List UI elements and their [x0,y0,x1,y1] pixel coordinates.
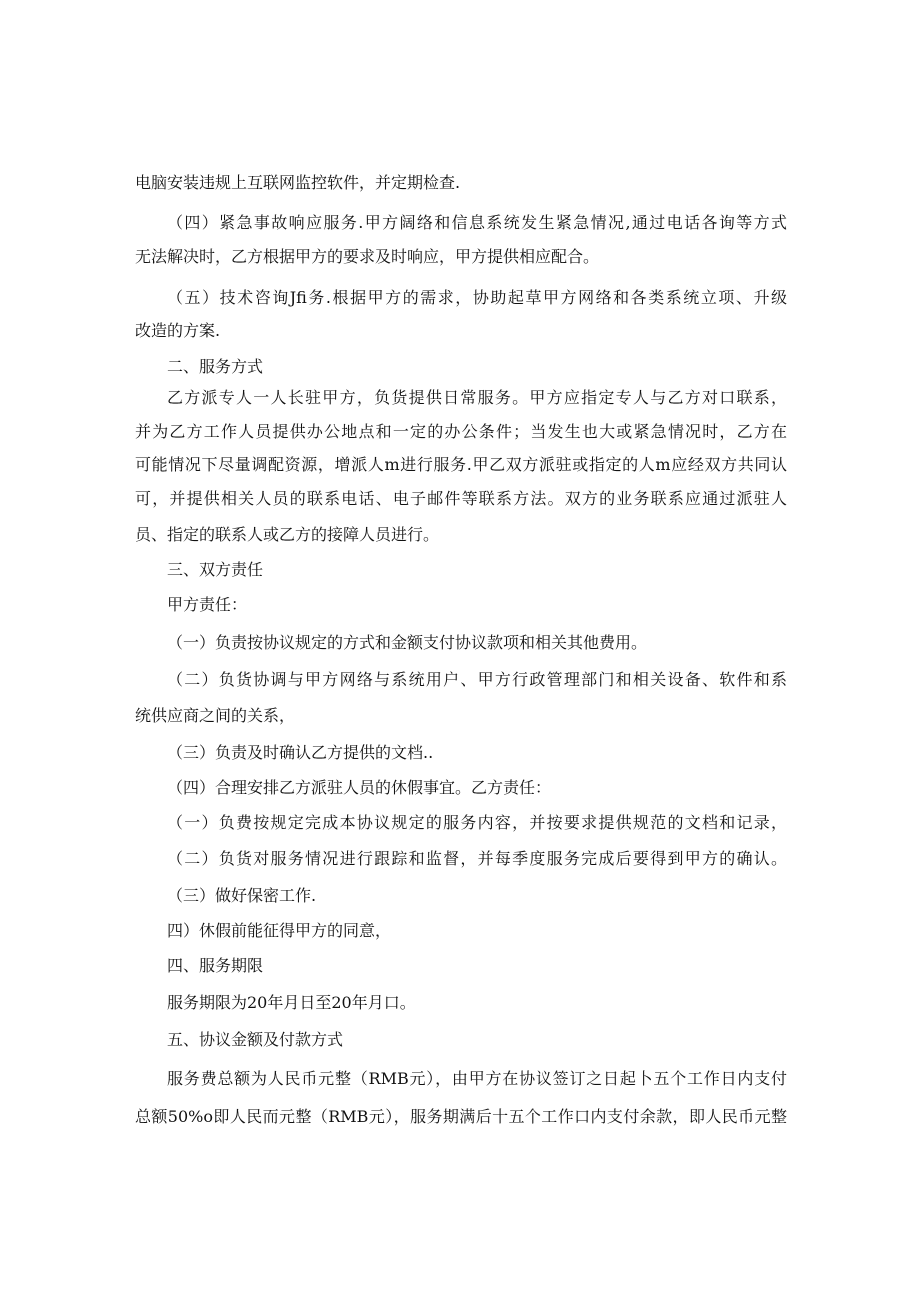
text-line: 可能情况下尽量调配资源，增派人m进行服务.甲乙双方派驻或指定的人m应经双方共同认 [135,455,787,474]
text-line: （三）负责及时确认乙方提供的文档.. [167,743,434,762]
text-line: 服务期限为20年月日至20年月口。 [167,993,416,1012]
text-line: 总额50%o即人民而元整（RMB元），服务期满后十五个工作口内支付余款，即人民币元整 [135,1107,787,1126]
text-line: 无法解决时，乙方根据甲方的要求及时响应，甲方提供相应配合。 [135,247,600,266]
text-line: （二）负货对服务情况进行跟踪和监督，并每季度服务完成后要得到甲方的确认。 [167,849,787,868]
text-line: （一）负责按协议规定的方式和金额支付协议款项和相关其他费用。 [167,633,648,652]
text-line: 员、指定的联系人或乙方的接障人员进行。 [135,525,440,544]
text-line: 甲方责任： [167,595,248,614]
text-line: （四）紧急事故响应服务.甲方阔络和信息系统发生紧急情况,通过电话各询等方式 [167,213,787,232]
text-line: （四）合理安排乙方派驻人员的休假事宜。乙方责任： [167,778,552,797]
text-line: 服务费总额为人民币元整（RMB元），由甲方在协议签订之日起卜五个工作日内支付 [167,1069,787,1088]
text-line: （五）技术咨询Jfi务.根据甲方的需求，协助起草甲方网络和各类系统立项、升级 [167,288,787,307]
text-line: 四、服务期限 [167,956,264,975]
text-line: 三、双方责任 [167,560,264,579]
text-line: 乙方派专人一人长驻甲方，负货提供日常服务。甲方应指定专人与乙方对口联系， [167,388,787,407]
text-line: （三）做好保密工作. [167,886,317,905]
text-line: 统供应商之间的关系， [135,706,296,725]
text-line: 改造的方案. [135,321,221,340]
text-line: 四）休假前能征得甲方的同意， [167,921,392,940]
text-line: 五、协议金额及付款方式 [167,1030,344,1049]
text-line: 电脑安装违规上互联网监控软件，并定期检查. [135,173,461,192]
text-line: 二、服务方式 [167,357,264,376]
text-line: 可，并提供相关人员的联系电话、电子邮件等联系方法。双方的业务联系应通过派驻人 [135,489,787,508]
text-line: 并为乙方工作人员提供办公地点和一定的办公条件；当发生也大或紧急情况时，乙方在 [135,422,787,441]
text-line: （二）负货协调与甲方网络与系统用户、甲方行政管理部门和相关设备、软件和系 [167,670,787,689]
text-line: （一）负费按规定完成本协议规定的服务内容，并按要求提供规范的文档和记录， [167,813,787,832]
